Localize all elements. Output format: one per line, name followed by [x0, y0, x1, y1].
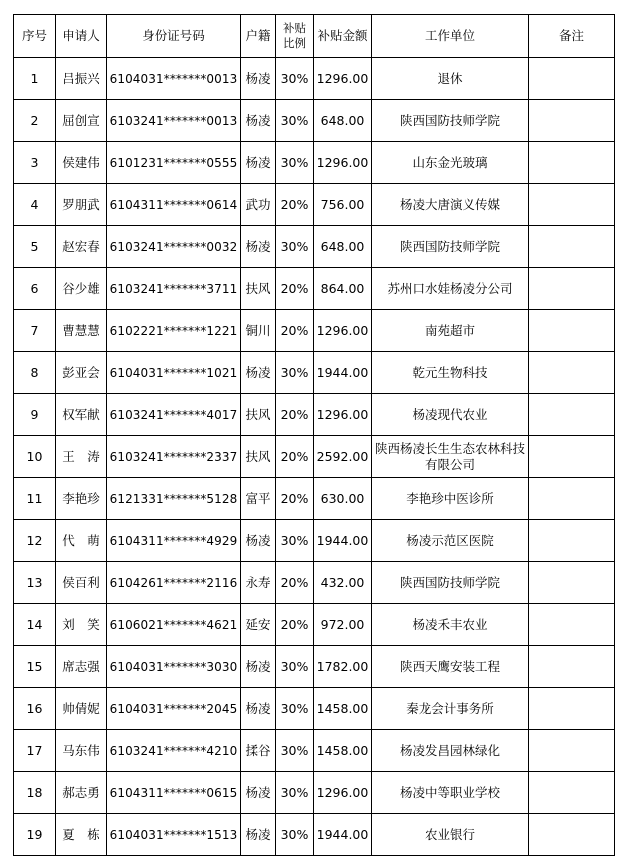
cell-name: 彭亚会: [56, 352, 107, 394]
cell-note: [529, 520, 615, 562]
header-ratio-line2: 比例: [283, 36, 306, 50]
cell-id: 6104311*******0614: [107, 184, 241, 226]
cell-amount: 432.00: [314, 562, 372, 604]
table-row: [14, 142, 615, 184]
cell-ratio: 20%: [276, 184, 314, 226]
cell-id: 6102221*******1221: [107, 310, 241, 352]
cell-ratio: 30%: [276, 688, 314, 730]
cell-id: 6104261*******2116: [107, 562, 241, 604]
cell-id: 6104031*******0013: [107, 58, 241, 100]
cell-unit: 杨凌禾丰农业: [372, 604, 529, 646]
table-row: [14, 436, 615, 478]
cell-unit: 南苑超市: [372, 310, 529, 352]
cell-note: [529, 730, 615, 772]
cell-id: 6104311*******0615: [107, 772, 241, 814]
cell-ratio: 20%: [276, 604, 314, 646]
cell-name: 李艳珍: [56, 478, 107, 520]
cell-amount: 1944.00: [314, 352, 372, 394]
cell-unit: 李艳珍中医诊所: [372, 478, 529, 520]
cell-household: 杨凌: [241, 226, 276, 268]
cell-note: [529, 100, 615, 142]
cell-note: [529, 268, 615, 310]
cell-unit: 农业银行: [372, 814, 529, 856]
cell-seq: 12: [14, 520, 56, 562]
cell-amount: 1296.00: [314, 142, 372, 184]
cell-amount: 1782.00: [314, 646, 372, 688]
cell-note: [529, 478, 615, 520]
cell-id: 6101231*******0555: [107, 142, 241, 184]
cell-amount: 1944.00: [314, 520, 372, 562]
cell-seq: 2: [14, 100, 56, 142]
cell-name: 屈创宣: [56, 100, 107, 142]
table-row: [14, 478, 615, 520]
cell-amount: 1296.00: [314, 772, 372, 814]
cell-note: [529, 352, 615, 394]
cell-id: 6103241*******0032: [107, 226, 241, 268]
cell-amount: 972.00: [314, 604, 372, 646]
header-note: 备注: [529, 15, 615, 58]
cell-household: 杨凌: [241, 58, 276, 100]
table-row: [14, 562, 615, 604]
cell-note: [529, 688, 615, 730]
cell-name: 夏 栋: [56, 814, 107, 856]
cell-id: 6103241*******2337: [107, 436, 241, 478]
cell-household: 武功: [241, 184, 276, 226]
cell-id: 6104031*******2045: [107, 688, 241, 730]
cell-seq: 9: [14, 394, 56, 436]
cell-household: 延安: [241, 604, 276, 646]
cell-ratio: 20%: [276, 436, 314, 478]
cell-name: 席志强: [56, 646, 107, 688]
cell-household: 永寿: [241, 562, 276, 604]
cell-unit: 杨凌大唐演义传媒: [372, 184, 529, 226]
cell-seq: 16: [14, 688, 56, 730]
cell-ratio: 20%: [276, 562, 314, 604]
cell-household: 扶风: [241, 436, 276, 478]
cell-name: 代 萌: [56, 520, 107, 562]
cell-unit: 乾元生物科技: [372, 352, 529, 394]
header-name: 申请人: [56, 15, 107, 58]
cell-note: [529, 436, 615, 478]
cell-seq: 13: [14, 562, 56, 604]
header-amount: 补贴金额: [314, 15, 372, 58]
table-row: [14, 310, 615, 352]
table-row: [14, 646, 615, 688]
cell-household: 铜川: [241, 310, 276, 352]
cell-household: 扶风: [241, 394, 276, 436]
cell-household: 富平: [241, 478, 276, 520]
cell-ratio: 30%: [276, 646, 314, 688]
cell-seq: 19: [14, 814, 56, 856]
table-row: [14, 58, 615, 100]
cell-seq: 1: [14, 58, 56, 100]
cell-ratio: 30%: [276, 142, 314, 184]
cell-id: 6103241*******0013: [107, 100, 241, 142]
cell-household: 杨凌: [241, 142, 276, 184]
cell-ratio: 20%: [276, 268, 314, 310]
table-row: [14, 604, 615, 646]
table-row: [14, 184, 615, 226]
cell-unit: 杨凌示范区医院: [372, 520, 529, 562]
cell-unit: 退休: [372, 58, 529, 100]
header-id: 身份证号码: [107, 15, 241, 58]
cell-household: 杨凌: [241, 100, 276, 142]
cell-ratio: 20%: [276, 394, 314, 436]
cell-amount: 648.00: [314, 226, 372, 268]
cell-household: 揉谷: [241, 730, 276, 772]
cell-ratio: 30%: [276, 100, 314, 142]
cell-note: [529, 184, 615, 226]
cell-ratio: 30%: [276, 226, 314, 268]
cell-id: 6104311*******4929: [107, 520, 241, 562]
cell-seq: 6: [14, 268, 56, 310]
cell-ratio: 30%: [276, 352, 314, 394]
cell-amount: 648.00: [314, 100, 372, 142]
header-row: [14, 15, 615, 58]
cell-ratio: 30%: [276, 520, 314, 562]
cell-name: 罗朋武: [56, 184, 107, 226]
cell-name: 曹慧慧: [56, 310, 107, 352]
cell-seq: 10: [14, 436, 56, 478]
cell-amount: 1296.00: [314, 310, 372, 352]
cell-unit: 山东金光玻璃: [372, 142, 529, 184]
cell-unit: 陕西国防技师学院: [372, 226, 529, 268]
cell-note: [529, 814, 615, 856]
cell-unit: 杨凌现代农业: [372, 394, 529, 436]
subsidy-table: [13, 14, 615, 856]
cell-note: [529, 646, 615, 688]
cell-household: 杨凌: [241, 688, 276, 730]
cell-household: 杨凌: [241, 520, 276, 562]
header-ratio-line1: 补贴: [283, 21, 306, 35]
cell-id: 6121331*******5128: [107, 478, 241, 520]
cell-seq: 3: [14, 142, 56, 184]
cell-unit: 杨凌中等职业学校: [372, 772, 529, 814]
cell-name: 马东伟: [56, 730, 107, 772]
cell-amount: 864.00: [314, 268, 372, 310]
cell-name: 郝志勇: [56, 772, 107, 814]
cell-household: 杨凌: [241, 814, 276, 856]
cell-name: 侯百利: [56, 562, 107, 604]
cell-name: 侯建伟: [56, 142, 107, 184]
table-row: [14, 730, 615, 772]
cell-name: 赵宏春: [56, 226, 107, 268]
cell-ratio: 30%: [276, 772, 314, 814]
cell-ratio: 20%: [276, 310, 314, 352]
cell-name: 王 涛: [56, 436, 107, 478]
cell-seq: 14: [14, 604, 56, 646]
cell-id: 6103241*******4210: [107, 730, 241, 772]
cell-note: [529, 310, 615, 352]
cell-note: [529, 226, 615, 268]
header-seq: 序号: [14, 15, 56, 58]
table-row: [14, 772, 615, 814]
cell-unit: 陕西杨凌长生生态农林科技有限公司: [372, 436, 529, 478]
cell-name: 谷少雄: [56, 268, 107, 310]
cell-note: [529, 142, 615, 184]
cell-unit: 陕西天鹰安装工程: [372, 646, 529, 688]
cell-seq: 7: [14, 310, 56, 352]
cell-household: 杨凌: [241, 772, 276, 814]
cell-id: 6104031*******1021: [107, 352, 241, 394]
cell-note: [529, 58, 615, 100]
cell-amount: 1296.00: [314, 394, 372, 436]
cell-household: 扶风: [241, 268, 276, 310]
cell-amount: 1458.00: [314, 730, 372, 772]
cell-unit: 苏州口水娃杨凌分公司: [372, 268, 529, 310]
header-household: 户籍: [241, 15, 276, 58]
cell-amount: 1296.00: [314, 58, 372, 100]
table-row: [14, 100, 615, 142]
table-row: [14, 394, 615, 436]
cell-name: 权军献: [56, 394, 107, 436]
cell-seq: 4: [14, 184, 56, 226]
cell-ratio: 30%: [276, 730, 314, 772]
cell-ratio: 30%: [276, 58, 314, 100]
cell-unit: 秦龙会计事务所: [372, 688, 529, 730]
cell-household: 杨凌: [241, 352, 276, 394]
cell-unit: 杨凌发昌园林绿化: [372, 730, 529, 772]
header-ratio: [276, 15, 314, 58]
cell-amount: 2592.00: [314, 436, 372, 478]
cell-seq: 15: [14, 646, 56, 688]
table-row: [14, 520, 615, 562]
cell-note: [529, 772, 615, 814]
cell-seq: 11: [14, 478, 56, 520]
cell-id: 6104031*******1513: [107, 814, 241, 856]
table-row: [14, 688, 615, 730]
cell-name: 吕振兴: [56, 58, 107, 100]
cell-household: 杨凌: [241, 646, 276, 688]
cell-amount: 1944.00: [314, 814, 372, 856]
cell-seq: 8: [14, 352, 56, 394]
cell-ratio: 20%: [276, 478, 314, 520]
cell-ratio: 30%: [276, 814, 314, 856]
cell-unit: 陕西国防技师学院: [372, 100, 529, 142]
table-body: [14, 58, 615, 856]
cell-amount: 756.00: [314, 184, 372, 226]
cell-seq: 18: [14, 772, 56, 814]
cell-id: 6106021*******4621: [107, 604, 241, 646]
cell-amount: 630.00: [314, 478, 372, 520]
cell-id: 6103241*******3711: [107, 268, 241, 310]
cell-name: 帅倩妮: [56, 688, 107, 730]
cell-seq: 17: [14, 730, 56, 772]
cell-amount: 1458.00: [314, 688, 372, 730]
cell-seq: 5: [14, 226, 56, 268]
cell-note: [529, 562, 615, 604]
table-row: [14, 814, 615, 856]
cell-id: 6104031*******3030: [107, 646, 241, 688]
table-row: [14, 268, 615, 310]
header-unit: 工作单位: [372, 15, 529, 58]
cell-name: 刘 笑: [56, 604, 107, 646]
table-row: [14, 352, 615, 394]
cell-note: [529, 394, 615, 436]
cell-unit: 陕西国防技师学院: [372, 562, 529, 604]
cell-id: 6103241*******4017: [107, 394, 241, 436]
table-row: [14, 226, 615, 268]
cell-note: [529, 604, 615, 646]
